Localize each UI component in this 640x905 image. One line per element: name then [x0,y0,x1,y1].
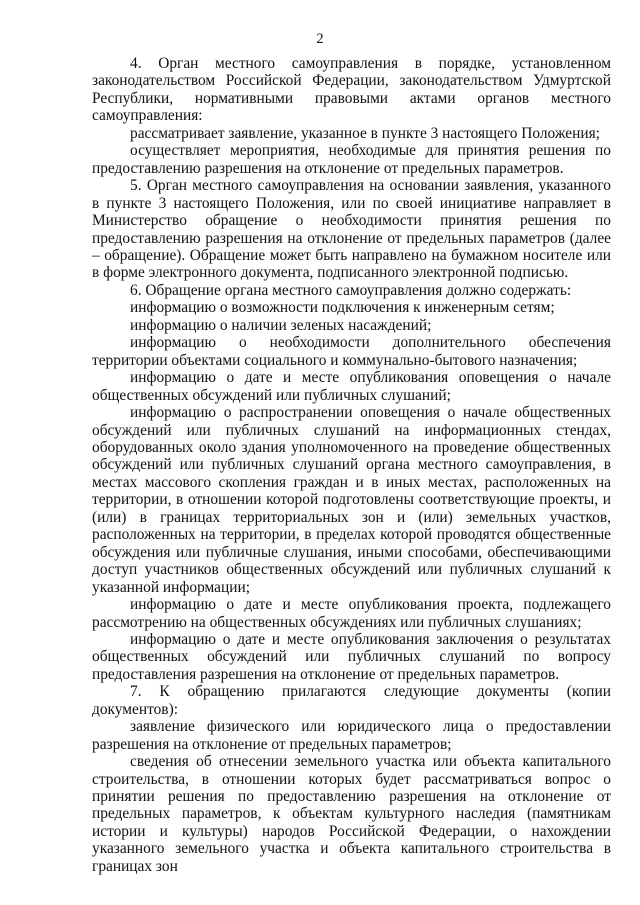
paragraph-5: 5. Орган местного самоуправления на основании заявления, указанного в пункте 3 настоящего Положения, или по своей инициативе направляет в Министерство обращение о необходимости принятия решения по предоставлению разрешения на отклонение от предельных параметров (далее – обращение). Обращение может быть направлено на бумажном носителе или в форме электронного документа, подписанного электронной подписью. [92,177,611,282]
paragraph-7-item-1: заявление физического или юридического лица о предоставлении разрешения на отклонение от предельных параметров; [92,718,611,753]
paragraph-7-intro: 7. К обращению прилагаются следующие документы (копии документов): [92,683,611,718]
paragraph-6-item-4: информацию о дате и месте опубликования оповещения о начале общественных обсуждений или публичных слушаний; [92,369,611,404]
document-body [92,55,611,875]
paragraph-6-item-7: информацию о дате и месте опубликования заключения о результатах общественных обсуждений или публичных слушаний по вопросу предоставления разрешения на отклонение от предельных параметров. [92,630,611,683]
paragraph-6-intro: 6. Обращение органа местного самоуправления должно содержать: [130,281,572,299]
paragraph-7-item-2: сведения об отнесении земельного участка или объекта капитального строительства, в отношении которых будет рассматриваться вопрос о принятии решения по предоставлению разрешения на отклонение от предельных параметров, к объектам культурного наследия (памятникам истории и культуры) народов Российской Федерации, о нахождении указанного земельного участка и объекта капитального строительства в границах зон [92,753,611,875]
paragraph-6-item-5: информацию о распространении оповещения о начале общественных обсуждений или публичных слушаний на информационных стендах, оборудованных около здания уполномоченного на проведение общественных обсуждений или публичных слушаний органа местного самоуправления, в местах массового скопления граждан и в иных местах, расположенных на территории, в отношении которой подготовлены соответствующие проекты, и (или) в границах территориальных зон и (или) земельных участков, расположенных на территории, в пределах которой проводятся общественные обсуждения или публичные слушания, иными способами, обеспечивающими доступ участников общественных обсуждений или публичных слушаний к указанной информации; [92,404,611,596]
paragraph-4-item-1: рассматривает заявление, указанное в пункте 3 настоящего Положения; [130,124,600,142]
paragraph-4-intro: 4. Орган местного самоуправления в порядке, установленном законодательством Российской Федерации, законодательством Удмуртской Республики, нормативными правовыми актами органов местного самоуправления: [92,55,611,125]
paragraph-6-item-2: информацию о наличии зеленых насаждений; [130,316,432,334]
paragraph-4-item-2: осуществляет мероприятия, необходимые для принятия решения по предоставлению разрешения на отклонение от предельных параметров. [92,142,611,177]
paragraph-6-item-1: информацию о возможности подключения к инженерным сетям; [130,299,555,317]
paragraph-6-item-3: информацию о необходимости дополнительного обеспечения территории объектами социального и коммунально-бытового назначения; [92,334,611,369]
page-number: 2 [316,31,324,47]
paragraph-6-item-6: информацию о дате и месте опубликования проекта, подлежащего рассмотрению на общественных обсуждениях или публичных слушаниях; [92,596,611,631]
